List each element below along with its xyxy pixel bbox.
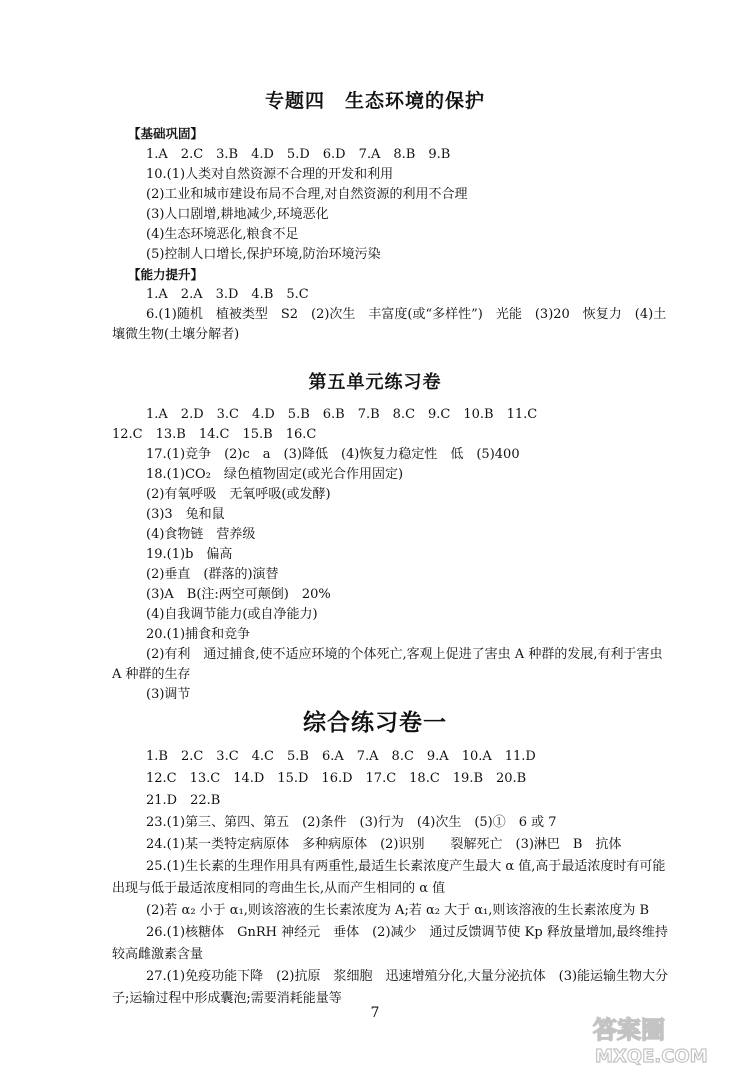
answer-line: 1.A 2.D 3.C 4.D 5.B 6.B 7.B 8.C 9.C 10.B 11.C	[146, 407, 538, 422]
svg-text:MXQE.COM: MXQE.COM	[595, 1046, 708, 1067]
answer-line: 21.D 22.B	[146, 793, 221, 808]
answer-line: 较高雌激素含量	[112, 947, 204, 962]
answer-line: 25.(1)生长素的生理作用具有两重性,最适生长素浓度产生最大 α 值,高于最适浓度时有可能	[146, 859, 666, 874]
answer-line: (2)有利 通过捕食,使不适应环境的个体死亡,客观上促进了害虫 A 种群的发展,有利于害虫	[146, 647, 663, 662]
answer-line: (5)控制人口增长,保护环境,防治环境污染	[146, 247, 381, 262]
answer-line: 26.(1)核糖体 GnRH 神经元 垂体 (2)减少 通过反馈调节使 Kp 释放量增加,最终维持	[146, 925, 668, 940]
comp1-title: 综合练习卷一	[303, 709, 447, 736]
answer-line: (3)3 兔和鼠	[146, 507, 225, 522]
answer-line: (2)工业和城市建设布局不合理,对自然资源的利用不合理	[146, 187, 468, 202]
unit5-title: 第五单元练习卷	[308, 372, 442, 393]
answer-line: 6.(1)随机 植被类型 S2 (2)次生 丰富度(或“多样性”) 光能 (3)20 恢复力 (4)土	[146, 307, 667, 322]
answer-line: 1.A 2.A 3.D 4.B 5.C	[146, 287, 309, 302]
answer-line: 壤微生物(土壤分解者)	[112, 327, 240, 342]
answer-line: 1.A 2.C 3.B 4.D 5.D 6.D 7.A 8.B 9.B	[146, 147, 451, 162]
svg-text:答案圈: 答案圈	[593, 1016, 665, 1044]
answer-line: 24.(1)某一类特定病原体 多种病原体 (2)识别 裂解死亡 (3)淋巴 B 抗体	[146, 837, 622, 852]
answer-line: 12.C 13.C 14.D 15.D 16.D 17.C 18.C 19.B 20.B	[146, 771, 527, 786]
answer-line: (2)有氧呼吸 无氧呼吸(或发酵)	[146, 487, 331, 502]
answer-line: (4)自我调节能力(或自净能力)	[146, 607, 318, 622]
basic-label: 【基础巩固】	[128, 126, 204, 141]
answer-line: 19.(1)b 偏高	[146, 547, 233, 562]
answer-line: 出现与低于最适浓度相同的弯曲生长,从而产生相同的 α 值	[112, 881, 446, 896]
answer-line: 12.C 13.B 14.C 15.B 16.C	[112, 427, 317, 442]
section4-title: 专题四 生态环境的保护	[264, 90, 485, 112]
answer-line: (4)食物链 营养级	[146, 527, 256, 542]
answer-line: (2)垂直 (群落的)演替	[146, 567, 279, 582]
answer-line: 10.(1)人类对自然资源不合理的开发和利用	[146, 167, 394, 182]
answer-line: 1.B 2.C 3.C 4.C 5.B 6.A 7.A 8.C 9.A 10.A 11.D	[146, 749, 536, 764]
answer-line: (4)生态环境恶化,粮食不足	[146, 227, 299, 242]
answer-line: (3)调节	[146, 687, 191, 702]
answer-line: A 种群的生存	[112, 667, 191, 682]
watermark-logo	[585, 1008, 745, 1068]
answer-line: 20.(1)捕食和竞争	[146, 627, 251, 642]
answer-line: (3)人口剧增,耕地减少,环境恶化	[146, 207, 329, 222]
answer-line: 18.(1)CO₂ 绿色植物固定(或光合作用固定)	[146, 467, 404, 482]
answer-line: 23.(1)第三、第四、第五 (2)条件 (3)行为 (4)次生 (5)① 6 或 7	[146, 815, 557, 830]
answer-line: 27.(1)免疫功能下降 (2)抗原 浆细胞 迅速增殖分化,大量分泌抗体 (3)能运输生物大分	[146, 969, 669, 984]
answer-line: 子;运输过程中形成囊泡;需要消耗能量等	[112, 991, 342, 1006]
improve-label: 【能力提升】	[128, 267, 204, 282]
answer-line: (2)若 α₂ 小于 α₁,则该溶液的生长素浓度为 A;若 α₂ 大于 α₁,则该溶液的生长素浓度为 B	[146, 903, 650, 918]
page-number: 7	[370, 1005, 380, 1021]
answer-line: (3)A B(注:两空可颠倒) 20%	[146, 587, 331, 602]
answer-line: 17.(1)竞争 (2)c a (3)降低 (4)恢复力稳定性 低 (5)400	[146, 447, 520, 462]
